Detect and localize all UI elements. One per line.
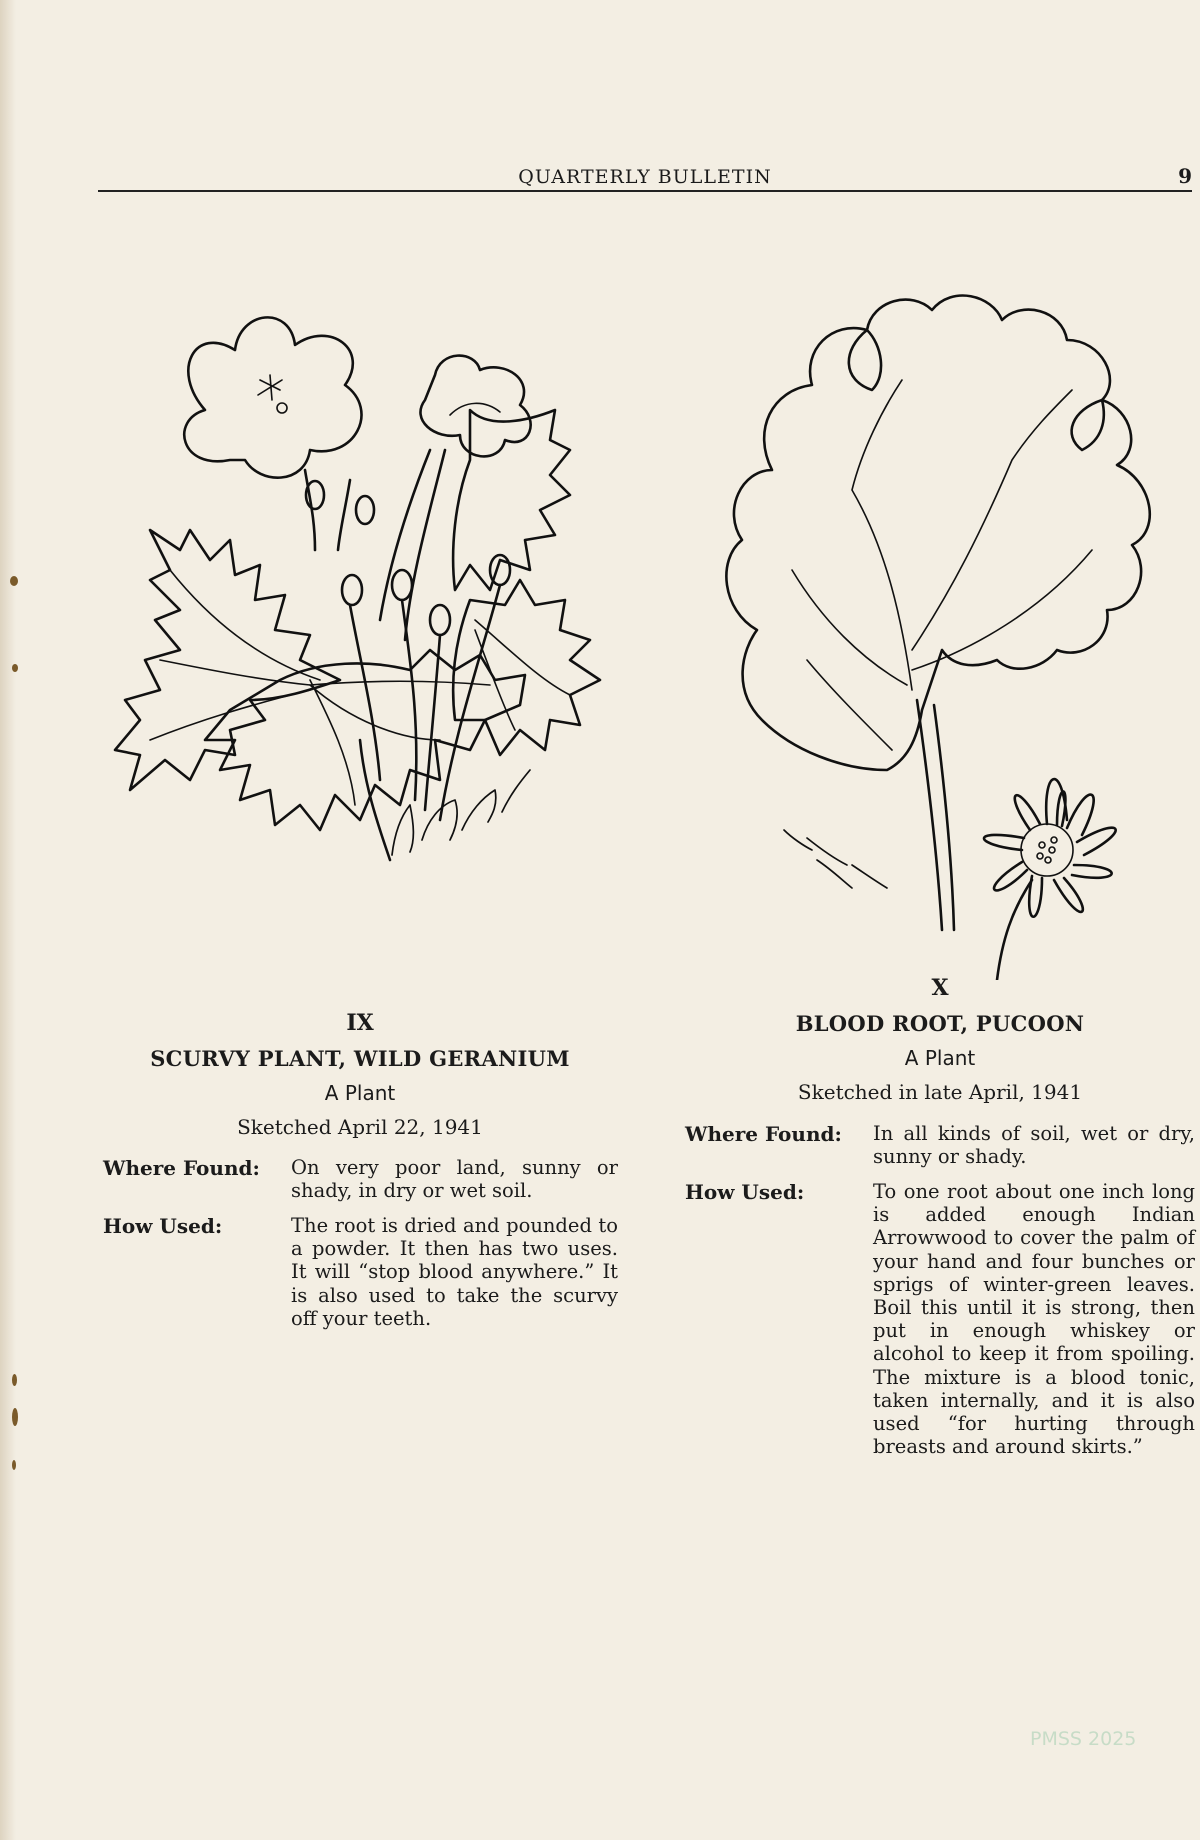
plant-ix-heading xyxy=(90,1010,630,1139)
plant-x-where-found xyxy=(685,1122,1195,1172)
wild-geranium-sketch xyxy=(110,300,630,1000)
archive-watermark: PMSS 2025 xyxy=(1030,1728,1137,1750)
plant-name: BLOOD ROOT, PUCOON xyxy=(795,1011,1085,1036)
paper-speck xyxy=(12,1460,16,1470)
paper-speck xyxy=(10,576,18,586)
plant-kind: A Plant xyxy=(904,1046,976,1070)
how-used-label: How Used: xyxy=(103,1214,223,1238)
sketched-date: Sketched in late April, 1941 xyxy=(797,1080,1083,1104)
page-number: 9 xyxy=(1178,164,1192,188)
paper-speck xyxy=(12,1374,17,1386)
page-edge-shadow xyxy=(0,0,16,1840)
plant-x-heading xyxy=(670,975,1200,1104)
plant-number: IX xyxy=(346,1010,374,1036)
sketched-date: Sketched April 22, 1941 xyxy=(237,1115,483,1139)
paper-speck xyxy=(12,1408,18,1426)
page-header xyxy=(98,164,1192,192)
how-used-text: To one root about one inch long is added enough Indian Arrowwood to cover the palm of your hand and four bunches or sprigs of winter-green leaves. Boil this until it is strong, then put in enough whiskey or alcohol to keep it from spoiling. The mixture is a blood tonic, taken internally, and it is also used “for hurting through breasts and around skirts.” xyxy=(873,1180,1195,1459)
daisy xyxy=(984,779,1116,980)
header-title: QUARTERLY BULLETIN xyxy=(518,166,772,188)
blood-root-sketch xyxy=(712,290,1192,980)
plant-x-how-used xyxy=(685,1180,1195,1520)
where-found-text: In all kinds of soil, wet or dry, sunny or shady. xyxy=(873,1122,1195,1169)
where-found-label: Where Found: xyxy=(103,1156,260,1180)
how-used-text: The root is dried and pounded to a powder. It then has two uses. It will “stop blood anywhere.” It is also used to take the scurvy off your teeth. xyxy=(291,1214,618,1330)
plant-number: X xyxy=(931,975,949,1001)
where-found-label: Where Found: xyxy=(685,1122,842,1146)
paper-speck xyxy=(12,664,18,672)
plant-kind: A Plant xyxy=(324,1081,396,1105)
plant-name: SCURVY PLANT, WILD GERANIUM xyxy=(150,1046,570,1071)
plant-ix-how-used xyxy=(103,1214,618,1364)
plant-ix-where-found xyxy=(103,1156,618,1206)
how-used-label: How Used: xyxy=(685,1180,805,1204)
where-found-text: On very poor land, sunny or shady, in dry or wet soil. xyxy=(291,1156,618,1203)
